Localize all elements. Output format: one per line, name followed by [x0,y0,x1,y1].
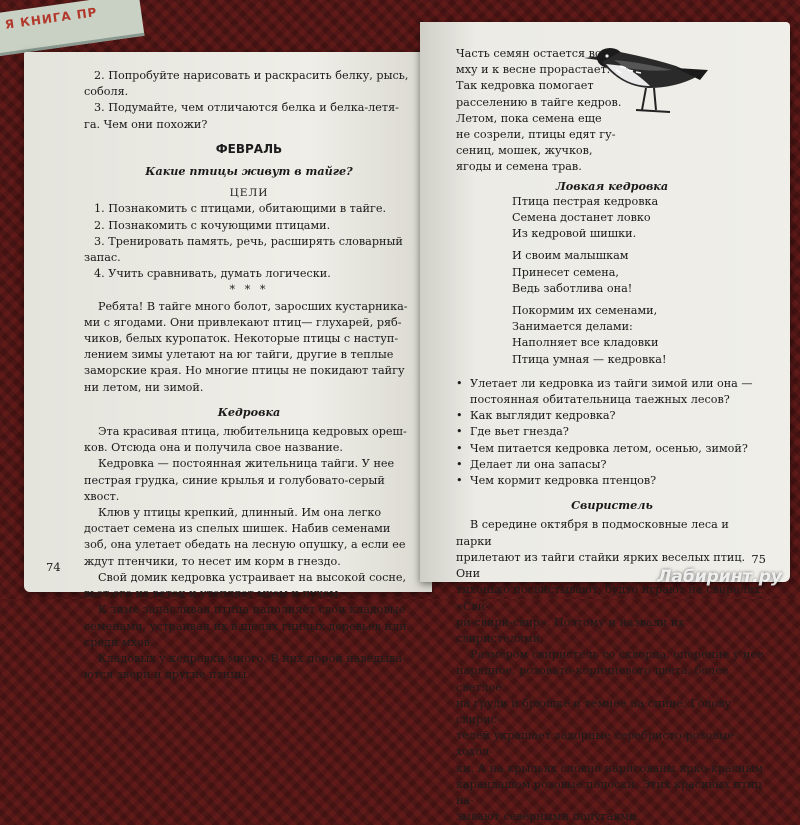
right-top-line: ягоды и семена трав. [456,160,582,174]
topic-title: Какие птицы живут в тайге? [145,164,353,179]
intro-text-line: ни летом, ни зимой. [84,380,204,394]
story-line: прилетают из тайги стайки ярких веселых птиц. Они [456,550,746,581]
intro-text-line: чиков, белых куропаток. Некоторые птицы с наступ- [84,332,399,346]
page-number-left: 74 [46,560,61,574]
month-heading: ФЕВРАЛЬ [215,141,283,156]
story-line: зывают северными попугаями. [456,810,641,824]
story-line: достает семена из спелых шишек. Набив семенами [84,522,391,536]
right-top-line: Летом, пока семена еще [456,111,602,125]
story-line: Кедровка — постоянная жительница тайги. У нее [98,457,395,471]
question-list [456,376,768,489]
open-book [12,14,800,824]
story-line: на груди и брюшке и темнее на спине. Голову свирис- [456,696,732,726]
story-line: Клюв у птицы крепкий, длинный. Им она легко [98,506,382,520]
intro-text-line: заморские края. Но многие птицы не покидают тайгу [84,364,405,378]
poem-line: Занимается делами: [512,320,633,334]
poem-line: Принесет семена, [512,265,619,279]
intro-text-line: лением зимы улетают на юг тайги, другие в теплые [84,348,394,362]
story-line: тихонько посвистывают, будто играют на свирелях: «Сви- [456,583,765,613]
intro-line: соболя. [84,85,129,99]
poem-line: Семена достанет ловко [512,211,651,225]
section-divider: * * * [229,283,269,297]
story-line: ков. Отсюда она и получила свое название. [84,441,343,455]
poem-line: Птица пестрая кедровка [512,194,659,208]
intro-line: га. Чем они похожи? [84,117,208,131]
story-line: Кладовых у кедровки много. В них порой наведыва- [98,651,406,665]
goal-item: 3. Тренировать память, речь, расширять словарный [94,234,403,248]
story-line: Свой домик кедровка устраивает на высокой сосне, [98,570,407,584]
story-line: Эта красивая птица, любительница кедровых ореш- [98,425,407,439]
poem-line: Наполняет все кладовки [512,336,659,350]
background-book-title: Я КНИГА ПР [4,5,99,32]
question-item: • Улетает ли кедровка из тайги зимой или она — постоянная обитательница таежных лесов? [456,376,768,408]
story-line: пестрая грудка, синие крылья и голубовато-серый хвост. [84,473,385,503]
watermark-logo: Лабиринт.ру [657,567,782,587]
story-line: ждут птенчики, то несет им корм в гнездо. [84,554,341,568]
right-top-line: не созрели, птицы едят гу- [456,128,616,142]
story-title: Кедровка [217,404,281,419]
story-line: среди мхов. [84,635,154,649]
question-item: • Делает ли она запасы? [456,457,768,473]
poem-line: И своим малышкам [512,249,629,263]
intro-line: 2. Попробуйте нарисовать и раскрасить белку, рысь, [94,69,409,82]
story-line: ки. А на крыльях словно нарисованы ярко-красным [456,761,764,775]
poem-line: Ведь заботлива она! [512,281,633,295]
question-continuation: постоянная обитательница таежных лесов? [470,393,730,407]
story-line: зоб, она улетает обедать на лесную опушку, а если ее [84,538,406,552]
goals-heading: ЦЕЛИ [229,187,269,200]
question-item: • Чем кормит кедровка птенцов? [456,473,768,489]
right-top-line: Часть семян остается во [456,47,602,60]
right-top-line: Так кедровка помогает [456,79,594,93]
goal-item: 2. Познакомить с кочующими птицами. [94,218,331,232]
story-line: семенами, устраивая их в щелях гнилых деревьев или [84,619,407,633]
question-item: • Где вьет гнезда? [456,424,768,440]
story-line: К зиме запасливая птица наполняет свои кладовые [98,603,406,617]
story-line: нарядное, розовато-коричневого цвета, более светлое [456,664,729,694]
story-line: ри-свири-свир». Поэтому и назвали их свиристелями. [456,615,685,645]
left-page-text [84,52,414,683]
question-item: • Чем питается кедровка летом, осенью, зимой? [456,441,768,457]
story-line: В середине октября в подмосковные леса и парки [456,518,729,548]
goal-item: запас. [84,251,121,265]
right-top-line: сениц, мошек, жучков, [456,144,593,158]
page-number-right: 75 [751,552,766,566]
story-line: ются звери и другие птицы. [84,668,250,682]
poem-title: Ловкая кедровка [555,178,669,193]
story-line: Размером свиристель со скворца, оперение у нее [470,648,764,662]
story-line: карандашом розовые полоски. Этих красивых птиц на- [456,777,762,807]
poem [456,194,768,368]
story-line: вьет его из веток и утепляет мхом и пухом. [84,587,342,601]
right-top-line: расселению в тайге кедров. [456,95,622,109]
right-top-line: мху и к весне прорастает. [456,63,611,77]
goal-item: 1. Познакомить с птицами, обитающими в тайге. [94,202,387,216]
left-page [24,52,432,682]
intro-text-line: ми с ягодами. Они привлекают птиц— глухарей, ряб- [84,315,402,329]
goal-item: 4. Учить сравнивать, думать логически. [94,267,331,281]
poem-line: Покормим их семенами, [512,304,658,318]
intro-text-line: Ребята! В тайге много болот, заросших кустарника- [98,299,408,313]
poem-line: Птица умная — кедровка! [512,352,667,366]
question-item: • Как выглядит кедровка? [456,408,768,424]
right-page-text [456,22,768,825]
story-line: телей украшает задорные серебристо-розовые хохол- [456,729,735,759]
right-page [420,22,790,824]
story-title: Свиристель [571,498,653,513]
intro-line: 3. Подумайте, чем отличаются белка и белка-летя- [94,101,399,115]
poem-line: Из кедровой шишки. [512,227,637,241]
